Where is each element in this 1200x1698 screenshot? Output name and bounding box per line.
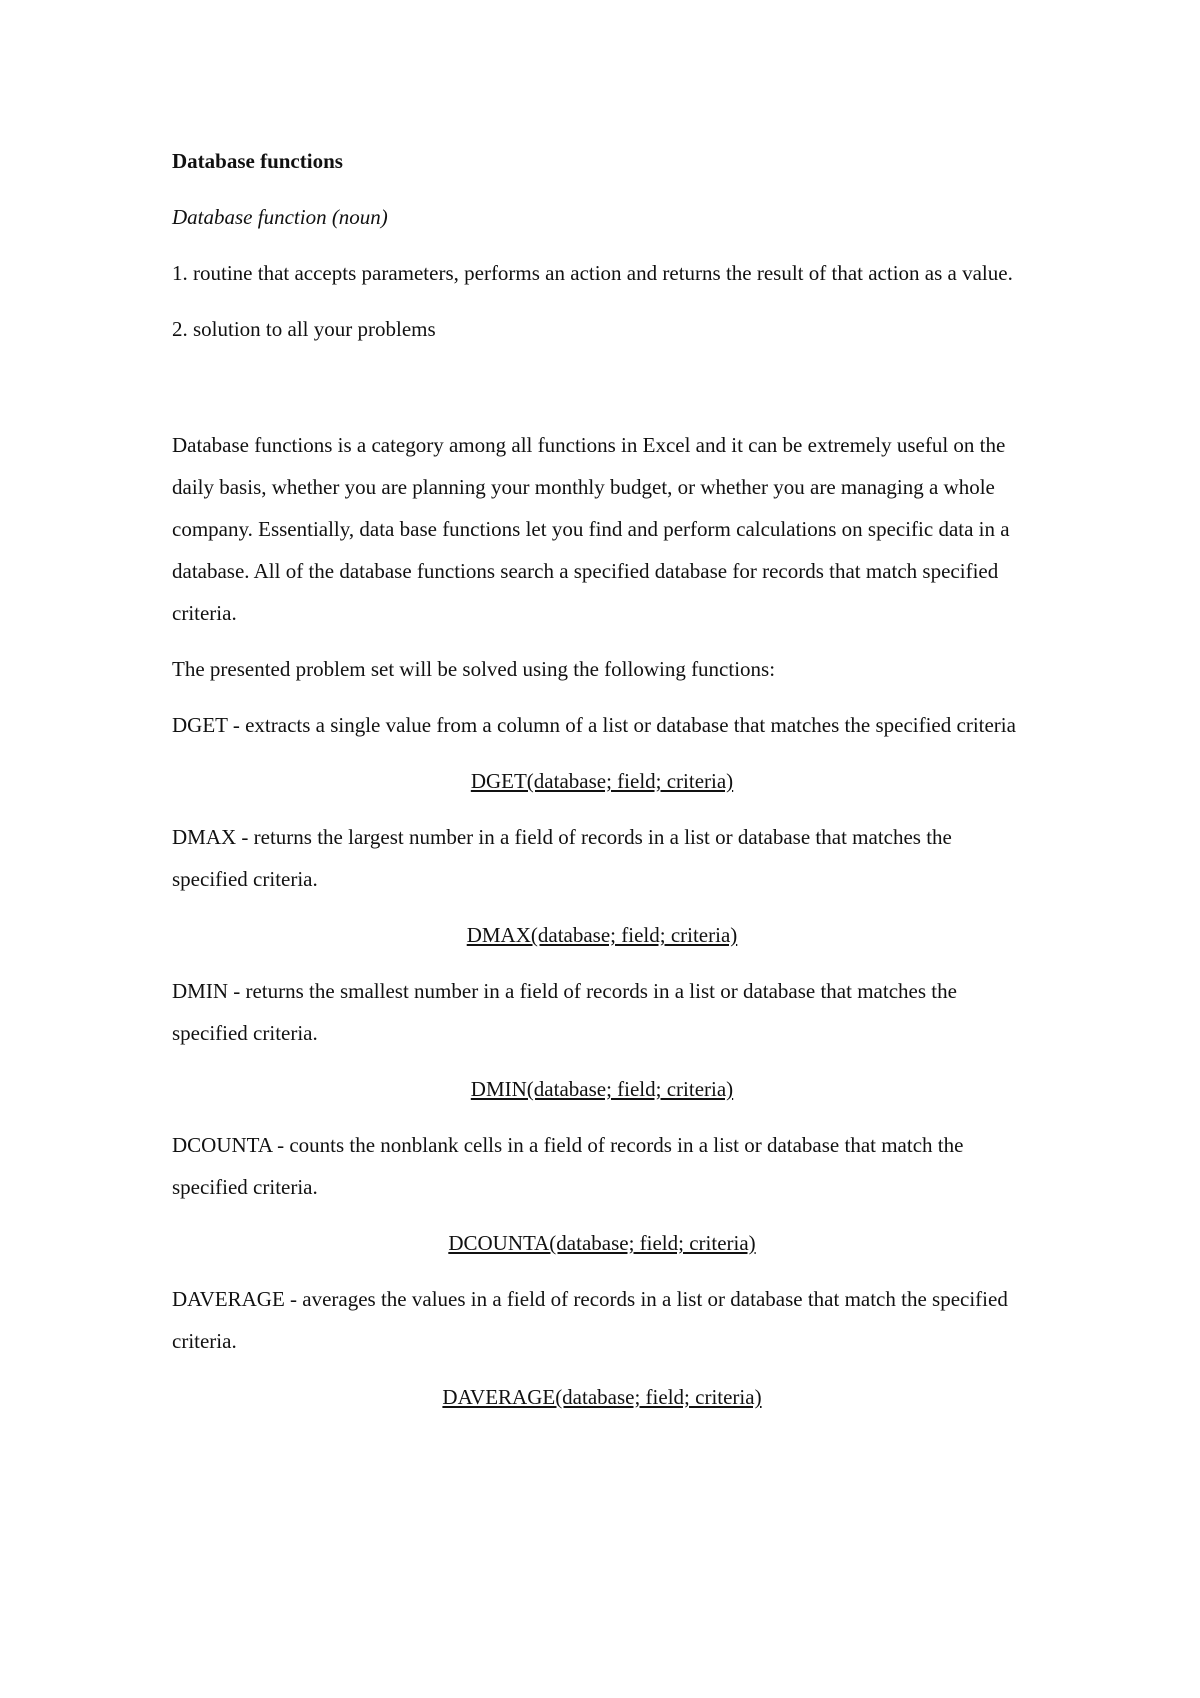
lead-in-paragraph: The presented problem set will be solved using the following functions: <box>172 657 776 681</box>
function-syntax-daverage: DAVERAGE(database; field; criteria) <box>442 1385 762 1409</box>
function-description-dget: DGET - extracts a single value from a column of a list or database that matches the specified criteria <box>172 713 1016 737</box>
function-syntax-dmax: DMAX(database; field; criteria) <box>466 923 738 947</box>
function-description-dmin: DMIN - returns the smallest number in a field of records in a list or database that matches the specified criteria. <box>172 979 957 1045</box>
definition-item: 1. routine that accepts parameters, performs an action and returns the result of that action as a value. <box>172 261 1013 285</box>
function-syntax-dcounta: DCOUNTA(database; field; criteria) <box>448 1231 756 1255</box>
function-description-dmax: DMAX - returns the largest number in a field of records in a list or database that matches the specified criteria. <box>172 825 952 891</box>
spacer <box>172 364 1032 424</box>
function-syntax-dmin: DMIN(database; field; criteria) <box>470 1077 734 1101</box>
document-page <box>172 140 1032 1432</box>
definition-item: 2. solution to all your problems <box>172 317 436 341</box>
function-syntax-dget: DGET(database; field; criteria) <box>470 769 734 793</box>
document-title: Database functions <box>172 149 343 173</box>
document-subtitle: Database function (noun) <box>172 205 388 229</box>
function-description-dcounta: DCOUNTA - counts the nonblank cells in a field of records in a list or database that match the specified criteria. <box>172 1133 964 1199</box>
function-description-daverage: DAVERAGE - averages the values in a field of records in a list or database that match the specified criteria. <box>172 1287 1008 1353</box>
intro-paragraph: Database functions is a category among all functions in Excel and it can be extremely useful on the daily basis, whether you are planning your monthly budget, or whether you are managing a whole company. Essentially, data base functions let you find and perform calculations on specific data in a database. All of the database functions search a specified database for records that match specified criteria. <box>172 433 1010 625</box>
